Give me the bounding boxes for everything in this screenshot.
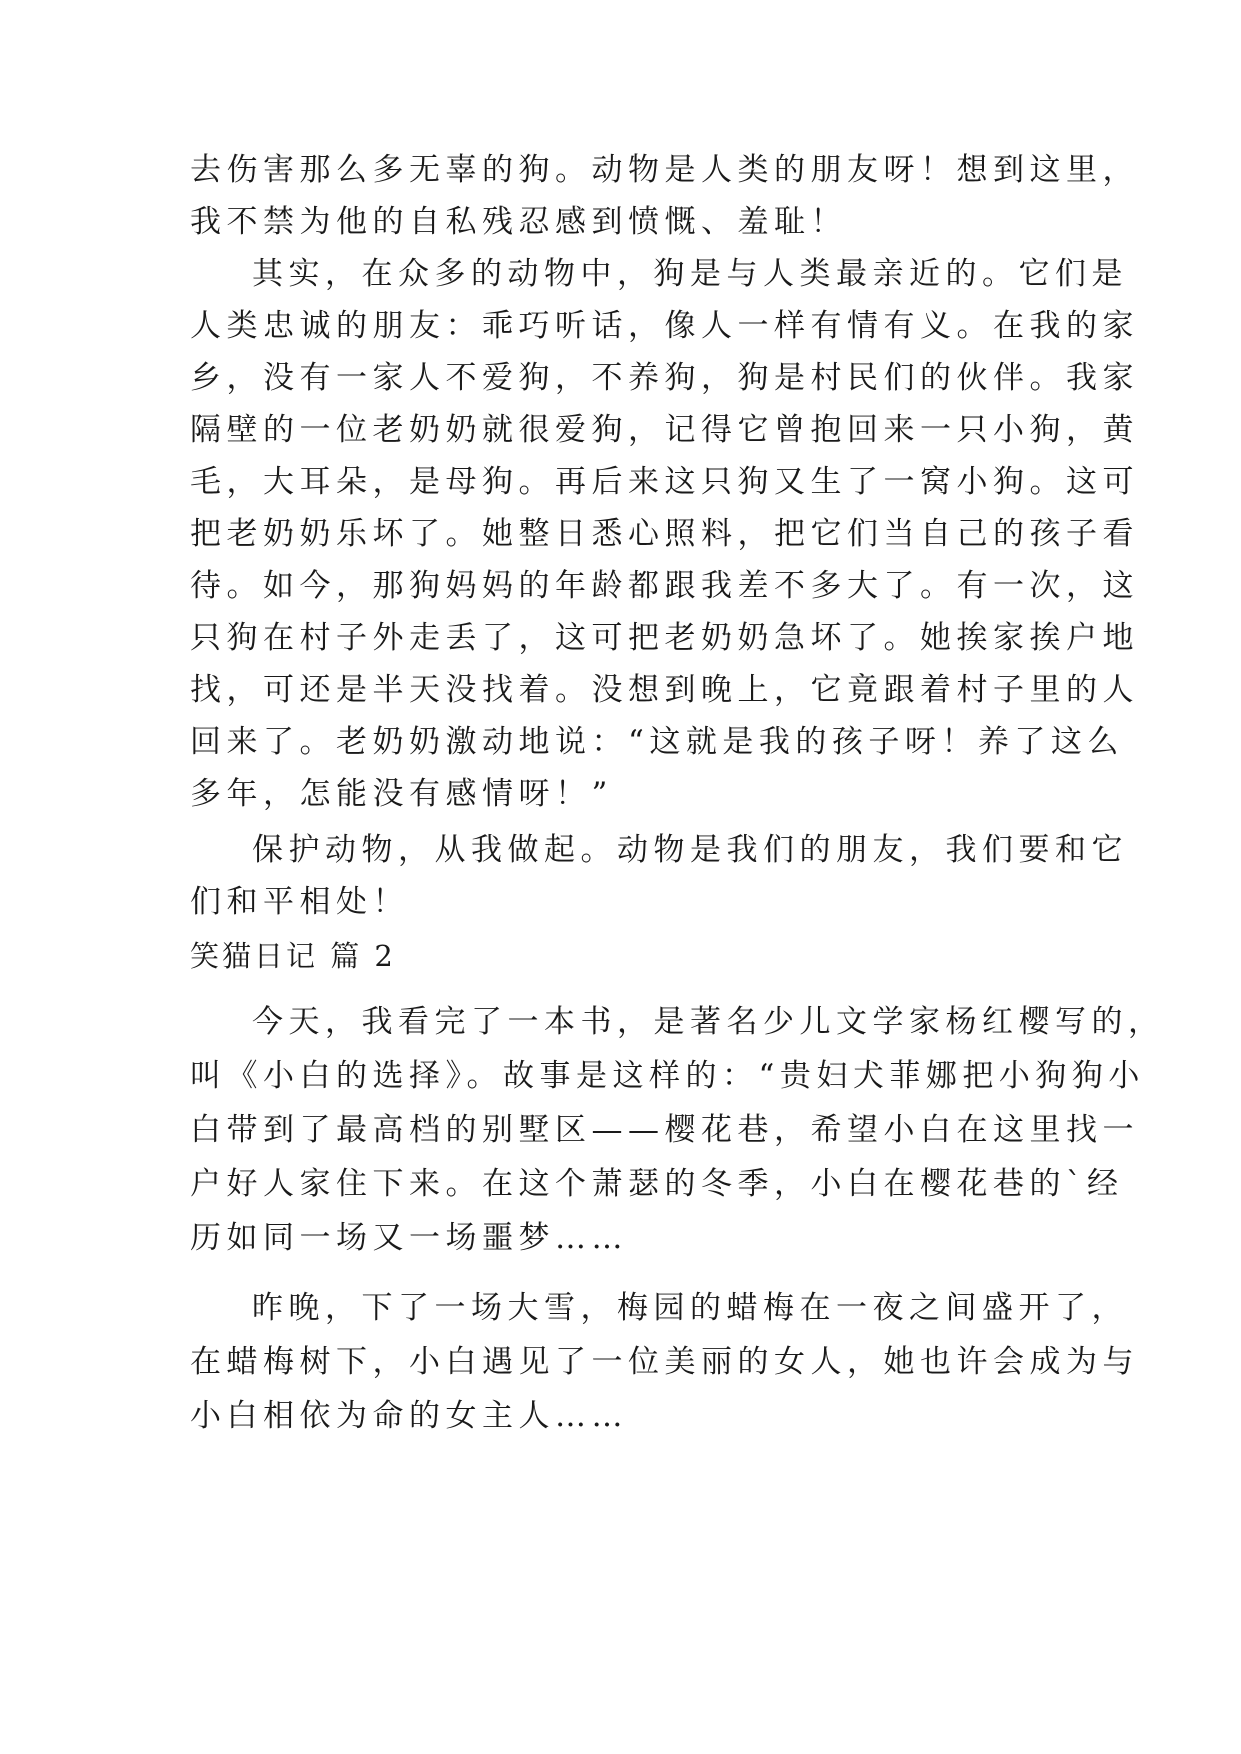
paragraph-4-line-3: 白带到了最高档的别墅区——樱花巷，希望小白在这里找一	[190, 1112, 1139, 1148]
paragraph-2-line-6: 把老奶奶乐坏了。她整日悉心照料，把它们当自己的孩子看	[190, 516, 1139, 552]
paragraph-4-line-4: 户好人家住下来。在这个萧瑟的冬季，小白在樱花巷的`经	[190, 1166, 1124, 1202]
paragraph-2-line-11: 多年，怎能没有感情呀！”	[190, 776, 613, 812]
paragraph-2-line-8: 只狗在村子外走丢了，这可把老奶奶急坏了。她挨家挨户地	[190, 620, 1139, 656]
paragraph-5-line-2: 在蜡梅树下，小白遇见了一位美丽的女人，她也许会成为与	[190, 1344, 1139, 1380]
paragraph-4-line-2: 叫《小白的选择》。故事是这样的：“贵妇犬菲娜把小狗狗小	[190, 1058, 1145, 1094]
paragraph-5-line-3: 小白相依为命的女主人……	[190, 1398, 628, 1434]
paragraph-2-line-4: 隔壁的一位老奶奶就很爱狗，记得它曾抱回来一只小狗，黄	[190, 412, 1139, 448]
paragraph-3-line-2: 们和平相处！	[190, 884, 409, 920]
section-heading: 笑猫日记 篇 2	[190, 939, 396, 973]
paragraph-2-line-2: 人类忠诚的朋友：乖巧听话，像人一样有情有义。在我的家	[190, 308, 1139, 344]
paragraph-2-line-9: 找，可还是半天没找着。没想到晚上，它竟跟着村子里的人	[190, 672, 1139, 708]
paragraph-5-line-1: 昨晚，下了一场大雪，梅园的蜡梅在一夜之间盛开了，	[252, 1290, 1128, 1326]
paragraph-3-line-1: 保护动物，从我做起。动物是我们的朋友，我们要和它	[252, 832, 1128, 868]
paragraph-2-line-7: 待。如今，那狗妈妈的年龄都跟我差不多大了。有一次，这	[190, 568, 1139, 604]
paragraph-4-line-5: 历如同一场又一场噩梦……	[190, 1220, 628, 1256]
paragraph-2-line-1: 其实，在众多的动物中，狗是与人类最亲近的。它们是	[252, 256, 1128, 292]
paragraph-2-line-10: 回来了。老奶奶激动地说：“这就是我的孩子呀！养了这么	[190, 724, 1124, 760]
paragraph-1-line-1: 去伤害那么多无辜的狗。动物是人类的朋友呀！想到这里，	[190, 152, 1139, 188]
paragraph-1-line-2: 我不禁为他的自私残忍感到愤慨、羞耻！	[190, 204, 847, 240]
paragraph-4-line-1: 今天，我看完了一本书，是著名少儿文学家杨红樱写的，	[252, 1004, 1165, 1040]
paragraph-2-line-3: 乡，没有一家人不爱狗，不养狗，狗是村民们的伙伴。我家	[190, 360, 1139, 396]
paragraph-2-line-5: 毛，大耳朵，是母狗。再后来这只狗又生了一窝小狗。这可	[190, 464, 1139, 500]
